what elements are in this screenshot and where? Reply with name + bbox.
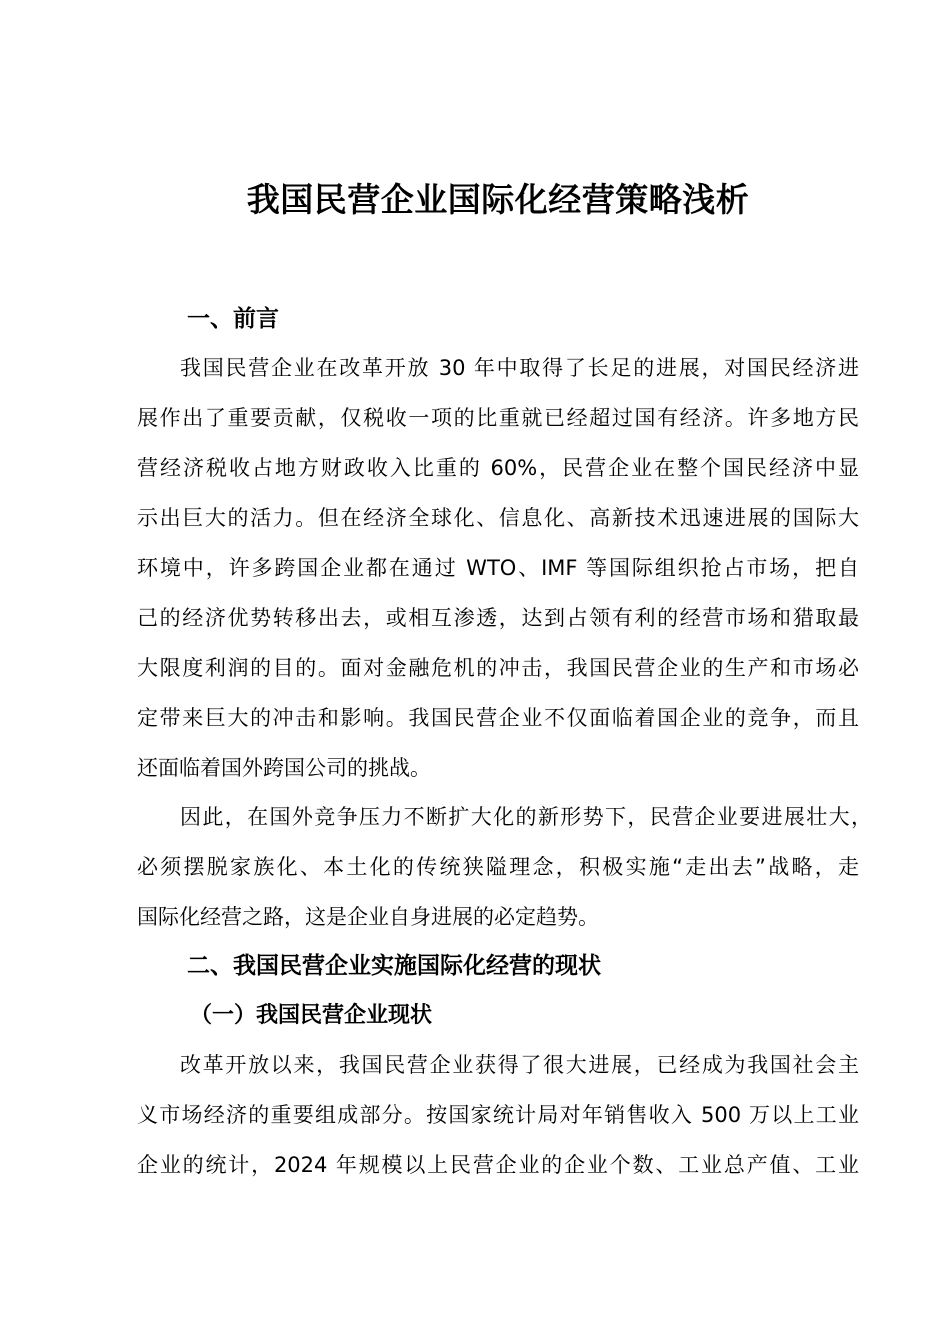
text-line: 我国民营企业在改革开放 30 年中取得了长足的进展，对国民经济进 bbox=[180, 356, 859, 380]
text-line: 改革开放以来，我国民营企业获得了很大进展，已经成为我国社会主 bbox=[180, 1053, 859, 1077]
text-line: 展作出了重要贡献，仅税收一项的比重就已经超过国有经济。许多地方民 bbox=[137, 406, 859, 430]
text-line: 己的经济优势转移出去，或相互渗透，达到占领有利的经营市场和猎取最 bbox=[137, 606, 859, 630]
subsection-heading-current-status: （一）我国民营企业现状 bbox=[190, 1003, 433, 1028]
text-line: 因此，在国外竞争压力不断扩大化的新形势下，民营企业要进展壮大， bbox=[180, 805, 872, 829]
document-title: 我国民营企业国际化经营策略浅析 bbox=[246, 180, 750, 219]
section-heading-status: 二、我国民营企业实施国际化经营的现状 bbox=[187, 953, 601, 979]
text-line: 大限度利润的目的。面对金融危机的冲击，我国民营企业的生产和市场必 bbox=[137, 656, 859, 680]
section-heading-preface: 一、前言 bbox=[187, 306, 279, 332]
text-line: 示出巨大的活力。但在经济全球化、信息化、高新技术迅速进展的国际大 bbox=[137, 506, 859, 530]
text-line: 环境中，许多跨国企业都在通过 WTO、IMF 等国际组织抢占市场，把自 bbox=[137, 556, 859, 580]
text-line: 必须摆脱家族化、本土化的传统狭隘理念，积极实施“走出去”战略，走 bbox=[137, 855, 859, 879]
text-line: 定带来巨大的冲击和影响。我国民营企业不仅面临着国企业的竞争，而且 bbox=[137, 706, 859, 730]
text-line: 还面临着国外跨国公司的挑战。 bbox=[137, 756, 431, 780]
text-line: 国际化经营之路，这是企业自身进展的必定趋势。 bbox=[137, 905, 599, 929]
text-line: 企业的统计，2024 年规模以上民营企业的企业个数、工业总产值、工业 bbox=[137, 1153, 859, 1177]
text-line: 义市场经济的重要组成部分。按国家统计局对年销售收入 500 万以上工业 bbox=[137, 1103, 859, 1127]
text-line: 营经济税收占地方财政收入比重的 60%，民营企业在整个国民经济中显 bbox=[137, 456, 859, 480]
